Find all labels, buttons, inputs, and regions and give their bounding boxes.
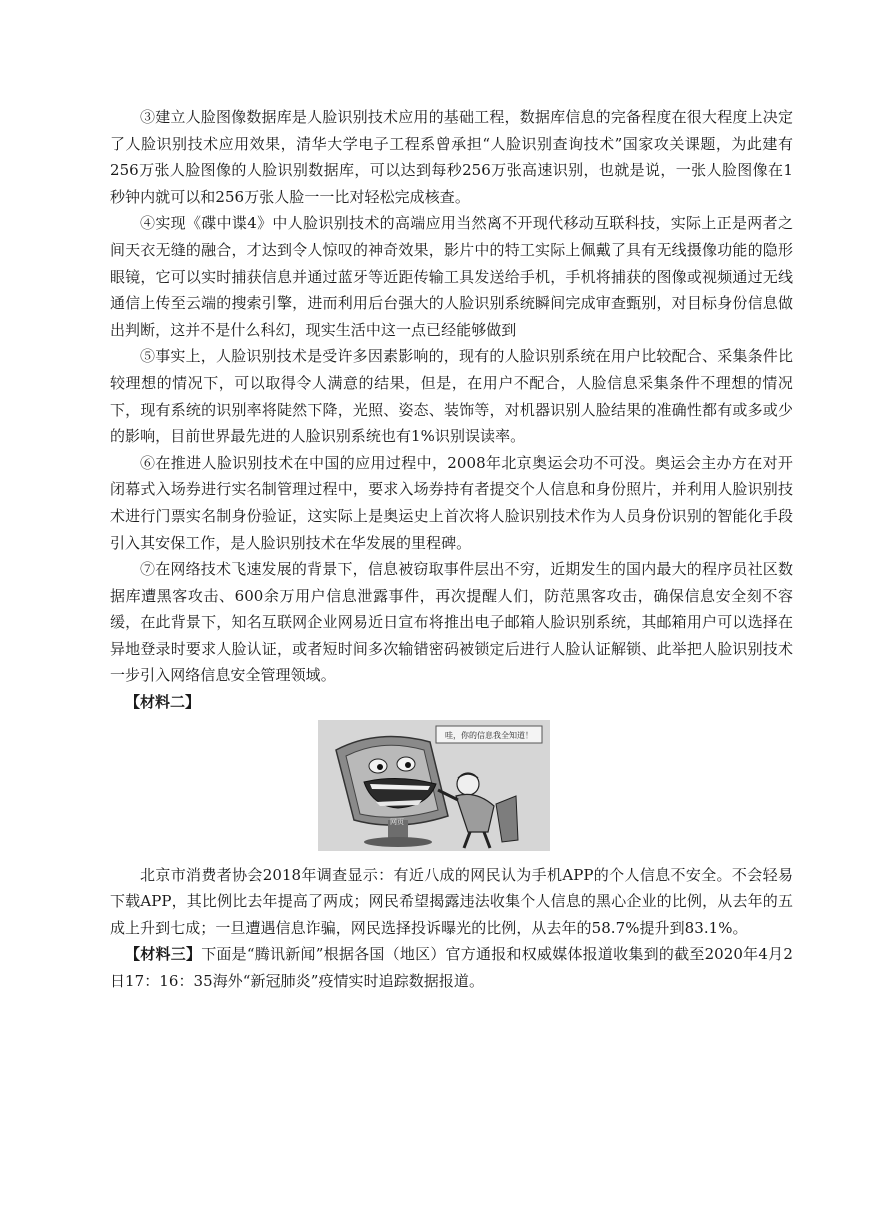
cartoon-screen-label: 网页 (390, 817, 404, 826)
material2-paragraph: 北京市消费者协会2018年调查显示：有近八成的网民认为手机APP的个人信息不安全。不会轻易下载APP，其比例比去年提高了两成；网民希望揭露违法收集个人信息的黑心企业的比例，从去年的五成上升到七成；一旦遭遇信息诈骗，网民选择投诉曝光的比例，从去年的58.7%提升到83.1%。 (110, 865, 793, 937)
figure-container (110, 720, 793, 856)
cartoon-caption: 哇，你的信息我全知道！ (445, 730, 533, 740)
material3-heading: 【材料三】 (125, 945, 202, 964)
paragraph-6: ⑥在推进人脸识别技术在中国的应用过程中，2008年北京奥运会功不可没。奥运会主办方在对开闭幕式入场券进行实名制管理过程中，要求入场券持有者提交个人信息和身份照片，并利用人脸识别技术进行门票实名制身份验证，这实际上是奥运史上首次将人脸识别技术作为人员身份识别的智能化手段引入其安保工作，是人脸识别技术在华发展的里程碑。 (110, 453, 793, 552)
document-body (110, 104, 793, 995)
paragraph-4: ④实现《碟中谍4》中人脸识别技术的高端应用当然离不开现代移动互联科技，实际上正是两者之间天衣无缝的融合，才达到令人惊叹的神奇效果，影片中的特工实际上佩戴了具有无线摄像功能的隐形眼镜，它可以实时捕获信息并通过蓝牙等近距传输工具发送给手机，手机将捕获的图像或视频通过无线通信上传至云端的搜索引擎，进而利用后台强大的人脸识别系统瞬间完成审查甄别，对目标身份信息做出判断，这并不是什么科幻，现实生活中这一点已经能够做到 (110, 214, 793, 339)
paragraph-7: ⑦在网络技术飞速发展的背景下，信息被窃取事件层出不穷，近期发生的国内最大的程序员社区数据库遭黑客攻击、600余万用户信息泄露事件，再次提醒人们，防范黑客攻击，确保信息安全刻不容缓，在此背景下，知名互联网企业网易近日宣布将推出电子邮箱人脸识别系统，其邮箱用户可以选择在异地登录时要求人脸认证，或者短时间多次输错密码被锁定后进行人脸认证解锁、此举把人脸识别技术一步引入网络信息安全管理领域。 (110, 560, 793, 685)
material2-heading: 【材料二】 (125, 693, 201, 712)
cartoon-image (318, 720, 550, 851)
material3-paragraph (110, 941, 793, 994)
paragraph-3: ③建立人脸图像数据库是人脸识别技术应用的基础工程，数据库信息的完备程度在很大程度上决定了人脸识别技术应用效果，清华大学电子工程系曾承担“人脸识别查询技术”国家攻关课题，为此建有256万张人脸图像的人脸识别数据库，可以达到每秒256万张高速识别，也就是说，一张人脸图像在1秒钟内就可以和256万张人脸一一比对轻松完成核查。 (110, 108, 793, 206)
paragraph-5: ⑤事实上，人脸识别技术是受许多因素影响的，现有的人脸识别系统在用户比较配合、采集条件比较理想的情况下，可以取得令人满意的结果，但是，在用户不配合，人脸信息采集条件不理想的情况下，现有系统的识别率将陡然下降，光照、姿态、装饰等，对机器识别人脸结果的准确性都有或多或少的影响，目前世界最先进的人脸识别系统也有1%识别误读率。 (110, 347, 793, 446)
material3-text: 下面是“腾讯新闻”根据各国（地区）官方通报和权威媒体报道收集到的截至2020年4月2日17：16：35海外“新冠肺炎”疫情实时追踪数据报道。 (110, 945, 793, 991)
